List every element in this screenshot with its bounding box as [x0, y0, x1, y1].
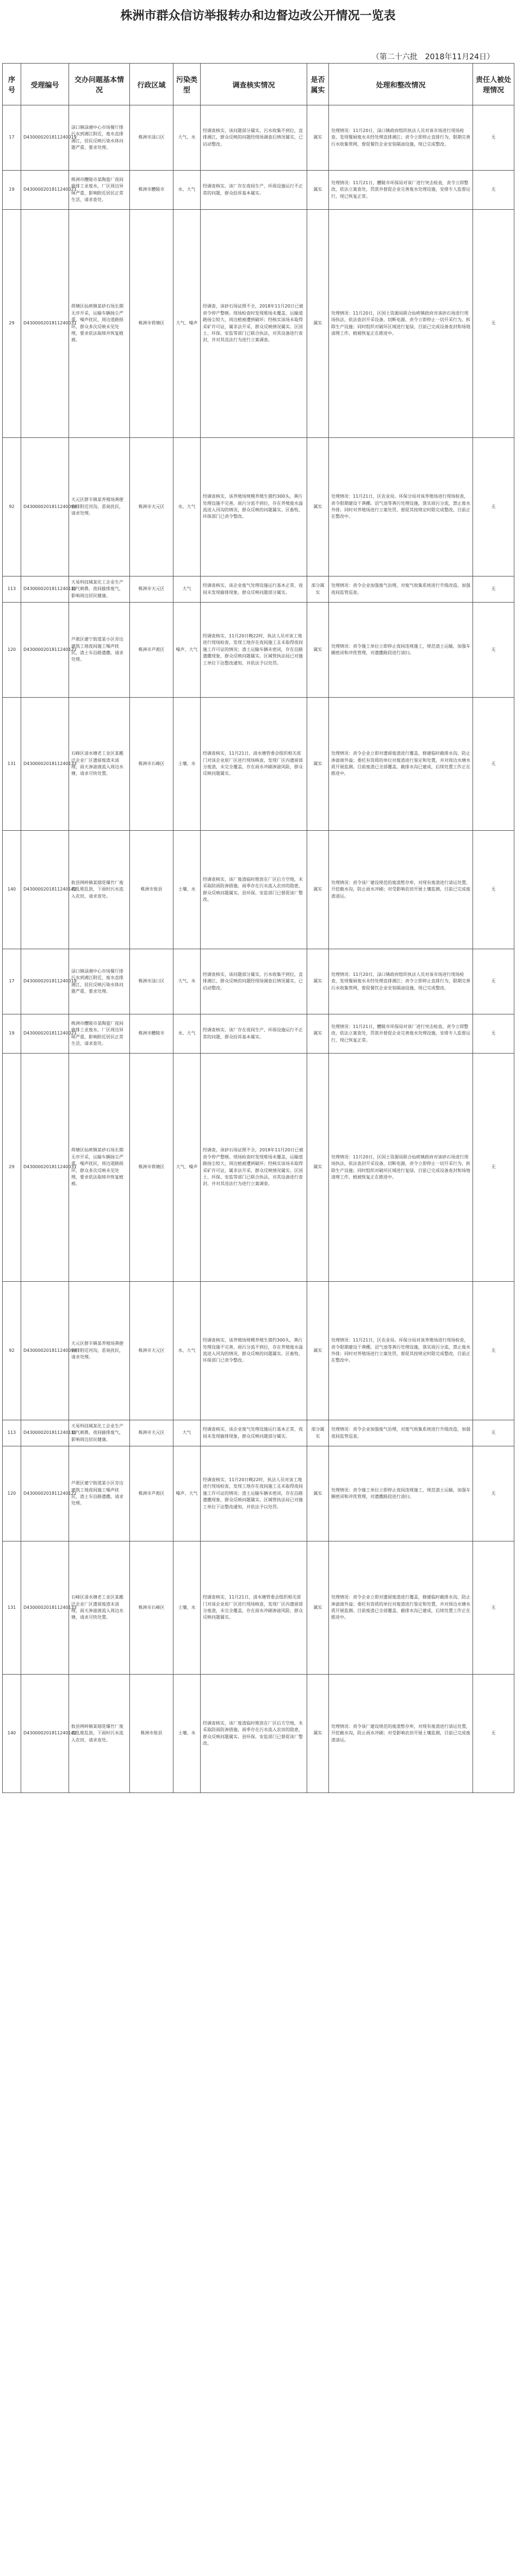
- header-punish: 责任人被处理情况: [473, 64, 514, 105]
- region-cell: 株洲市天元区: [130, 576, 173, 603]
- batch-info: （第二十六批 2018年11月24日）: [371, 53, 494, 61]
- issue-cell: 芦淞区建宁街道某小区旁边建筑工地夜间施工噪声扰民，渣土车沿路遗撒，请求处理。: [69, 1446, 130, 1541]
- action-cell: 处理情况：11月21日，醴陵市环保局对该厂进行突击检查，责令立即整改，依法立案查处，罚款并督促企业完善废水处理设施，安排专人监督运行，现已恢复正常。: [329, 171, 473, 210]
- issue-cell: 天元区群丰镇某养殖场粪便直排附近河沟，恶臭扰民，请求处理。: [69, 438, 130, 576]
- punish-cell: 无: [473, 1541, 514, 1675]
- region-cell: 株洲市石峰区: [130, 1541, 173, 1675]
- action-cell: 处理情况：责令企业立即对遗留废渣进行覆盖，修建临时截排水沟，防止渗滤液外溢；委托有资质的单位对废渣进行鉴定和处置，并对周边水塘水质开展监测。目前废渣已全部覆盖，截排水沟已建成，后续处置工作正在推进中。: [329, 698, 473, 831]
- issue-cell: 石峰区清水塘老工业区某搬迁企业厂区遗留废渣未清理，雨天渗滤液流入周边水塘，请求尽快处置。: [69, 1541, 130, 1675]
- truth-cell: 部分属实: [307, 576, 329, 603]
- table-row: [3, 1675, 514, 1793]
- truth-cell: 属实: [307, 698, 329, 831]
- issue-cell: 攸县网岭镇某烟花爆竹厂废渣乱堆乱放，下雨时污水流入农田，请求查处。: [69, 831, 130, 949]
- seq-cell: 92: [3, 438, 21, 576]
- issue-cell: 荷塘区仙庾镇某砂石场长期无序开采，运输车辆扬尘严重，噪声扰民，周边道路损坏，群众多次反映未见处理，要求依法取缔并恢复植被。: [69, 1054, 130, 1282]
- ptype-cell: 噪声、大气: [173, 1446, 201, 1541]
- table-body: [3, 105, 514, 1793]
- table-row: [3, 438, 514, 576]
- seq-cell: 131: [3, 1541, 21, 1675]
- finding-cell: 经调查核实，该厂存在夜间生产、环保设施运行不正常的问题，群众投诉基本属实。: [201, 1014, 307, 1054]
- seq-cell: 113: [3, 576, 21, 603]
- table-row: [3, 1420, 514, 1446]
- issue-cell: 天易科技城某化工企业生产废气刺鼻，夜间偷排废气，影响周边居民健康。: [69, 1420, 130, 1446]
- region-cell: 株洲市攸县: [130, 1675, 173, 1793]
- truth-cell: 属实: [307, 831, 329, 949]
- id-cell: D430000201811240142: [21, 831, 69, 949]
- id-cell: D430000201811240094: [21, 1282, 69, 1420]
- id-cell: D430000201811240115: [21, 576, 69, 603]
- finding-cell: 经调查核实，该厂废渣临时堆放在厂区后方空地，未采取防雨防渗措施，雨季存在污水流入农田的隐患，群众反映问题属实。县环保、安监部门已督促该厂整改。: [201, 1675, 307, 1793]
- table-row: [3, 105, 514, 171]
- finding-cell: 经调查，该砂石场证照不全，2018年11月20日已被责令停产整顿。现场检查时发现堆场未覆盖，运输道路扬尘较大，周边植被遭到破坏；经核实该场未取得采矿许可证，属非法开采，群众反映情况属实。区国土、环保、安监等部门已联合执法，对其设备进行查封，并对其违法行为进行立案调查。: [201, 210, 307, 438]
- ptype-cell: 噪声、大气: [173, 603, 201, 698]
- ptype-cell: 土壤、水: [173, 1675, 201, 1793]
- issue-cell: 株洲市醴陵市某陶瓷厂夜间偷排工业废水，厂区周边异味严重，影响附近居民正常生活，请求查处。: [69, 171, 130, 210]
- finding-cell: 经调查核实，该企业废气处理设施运行基本正常，夜间未发现偷排现象，群众反映问题部分属实。: [201, 576, 307, 603]
- finding-cell: 经调查核实，该问题部分属实，污水收集不到位，直排湘江，群众反映的问题经现场调查后情况属实，已启动整改。: [201, 105, 307, 171]
- ptype-cell: 大气: [173, 576, 201, 603]
- page-title: 株洲市群众信访举报转办和边督边改公开情况一览表: [120, 9, 396, 23]
- table-row: [3, 698, 514, 831]
- finding-cell: 经调查核实，11月20日晚22时，执法人员对该工地进行现场检查，发现工地存在夜间施工且未取得夜间施工许可证的情况；渣土运输车辆未密闭，存在沿路遗撒现象，群众反映问题属实。区城管执法局已对施工单位下达整改通知，并依法予以处罚。: [201, 1446, 307, 1541]
- region-cell: 株洲市天元区: [130, 438, 173, 576]
- region-cell: 株洲市芦淞区: [130, 603, 173, 698]
- action-cell: 处理情况：责令企业加强废气治理，对废气收集系统进行升级改造，加强夜间监管巡查。: [329, 1420, 473, 1446]
- issue-cell: 天易科技城某化工企业生产废气刺鼻，夜间偷排废气，影响周边居民健康。: [69, 576, 130, 603]
- finding-cell: 经调查核实，该厂存在夜间生产、环保设施运行不正常的问题，群众投诉基本属实。: [201, 171, 307, 210]
- ptype-cell: 土壤、水: [173, 831, 201, 949]
- table-row: [3, 1282, 514, 1420]
- action-cell: 处理情况：11月20日，区国土资源局联合仙庾镇政府对该砂石场进行现场执法，依法查封开采设备，切断电源，责令立即停止一切开采行为，拆除生产设施；同时组织对破坏区域进行复绿，目前已完成设备查封和场地清理工作，植被恢复正在推进中。: [329, 1054, 473, 1282]
- region-cell: 株洲市天元区: [130, 1282, 173, 1420]
- ptype-cell: 土壤、水: [173, 698, 201, 831]
- action-cell: 处理情况：责令施工单位立即停止夜间违规施工，规范渣土运输，加强车辆密闭和冲洗管理，对遗撒路段进行清扫。: [329, 603, 473, 698]
- truth-cell: 属实: [307, 171, 329, 210]
- seq-cell: 17: [3, 949, 21, 1014]
- header-row: [3, 64, 514, 105]
- id-cell: D430000201811240031: [21, 1054, 69, 1282]
- punish-cell: 无: [473, 171, 514, 210]
- issue-cell: 石峰区清水塘老工业区某搬迁企业厂区遗留废渣未清理，雨天渗滤液流入周边水塘，请求尽快处置。: [69, 698, 130, 831]
- finding-cell: 经调查核实，该企业废气处理设施运行基本正常，夜间未发现偷排现象，群众反映问题部分属实。: [201, 1420, 307, 1446]
- ptype-cell: 土壤、水: [173, 1541, 201, 1675]
- table-row: [3, 1054, 514, 1282]
- region-cell: 株洲市天元区: [130, 1420, 173, 1446]
- punish-cell: 无: [473, 1014, 514, 1054]
- ptype-cell: 水、大气: [173, 438, 201, 576]
- punish-cell: 无: [473, 698, 514, 831]
- issue-cell: 攸县网岭镇某烟花爆竹厂废渣乱堆乱放，下雨时污水流入农田，请求查处。: [69, 1675, 130, 1793]
- punish-cell: 无: [473, 576, 514, 603]
- truth-cell: 部分属实: [307, 1420, 329, 1446]
- action-cell: 处理情况：责令该厂建设规范的废渣暂存库，对现有废渣进行清运处置，开挖截水沟，防止雨水冲刷；对受影响农田开展土壤监测，目前已完成废渣清运。: [329, 1675, 473, 1793]
- ptype-cell: 水、大气: [173, 171, 201, 210]
- seq-cell: 113: [3, 1420, 21, 1446]
- action-cell: 处理情况：11月20日，渌口镇政府组织执法人员对该市场进行现场检查，发现餐厨废水未经处理直排湘江；责令立即停止直排行为，限期完善污水收集管网，督促餐饮企业安装隔油设施，现已完成整改。: [329, 105, 473, 171]
- header-issue: 交办问题基本情况: [69, 64, 130, 105]
- header-action: 处理和整改情况: [329, 64, 473, 105]
- id-cell: D430000201811240021: [21, 1014, 69, 1054]
- punish-cell: 无: [473, 438, 514, 576]
- seq-cell: 120: [3, 1446, 21, 1541]
- ptype-cell: 大气、噪声: [173, 1054, 201, 1282]
- table-row: [3, 603, 514, 698]
- finding-cell: 经调查核实，该养殖场规模养殖生猪约300头，粪污处理设施不完善，雨污分流不到位，存在养殖废水溢流进入河沟的情况，群众反映的问题属实。区畜牧、环保部门已责令整改。: [201, 1282, 307, 1420]
- issue-cell: 荷塘区仙庾镇某砂石场长期无序开采，运输车辆扬尘严重，噪声扰民，周边道路损坏，群众多次反映未见处理，要求依法取缔并恢复植被。: [69, 210, 130, 438]
- punish-cell: 无: [473, 831, 514, 949]
- seq-cell: 120: [3, 603, 21, 698]
- finding-cell: 经调查核实，该问题部分属实，污水收集不到位，直排湘江，群众反映的问题经现场调查后情况属实，已启动整改。: [201, 949, 307, 1014]
- issue-cell: 株洲市醴陵市某陶瓷厂夜间偷排工业废水，厂区周边异味严重，影响附近居民正常生活，请求查处。: [69, 1014, 130, 1054]
- region-cell: 株洲市荷塘区: [130, 210, 173, 438]
- table-row: [3, 949, 514, 1014]
- issue-cell: 渌口镇渌湘中心市场餐厅排污水到湘江附近，废水直排湘江，居民反映污染水体问题严重，要求处理。: [69, 949, 130, 1014]
- seq-cell: 19: [3, 171, 21, 210]
- id-cell: D430000201811240019: [21, 949, 69, 1014]
- header-truth: 是否属实: [307, 64, 329, 105]
- action-cell: 处理情况：11月20日，渌口镇政府组织执法人员对该市场进行现场检查，发现餐厨废水未经处理直排湘江；责令立即停止直排行为，限期完善污水收集管网，督促餐饮企业安装隔油设施，现已完成整改。: [329, 949, 473, 1014]
- table-row: [3, 1014, 514, 1054]
- finding-cell: 经调查，该砂石场证照不全，2018年11月20日已被责令停产整顿。现场检查时发现堆场未覆盖，运输道路扬尘较大，周边植被遭到破坏；经核实该场未取得采矿许可证，属非法开采，群众反映情况属实。区国土、环保、安监等部门已联合执法，对其设备进行查封，并对其违法行为进行立案调查。: [201, 1054, 307, 1282]
- table-row: [3, 1446, 514, 1541]
- region-cell: 株洲市渌口区: [130, 949, 173, 1014]
- seq-cell: 140: [3, 1675, 21, 1793]
- action-cell: 处理情况：11月21日，区农业局、环保分局对该养殖场进行现场检查，责令限期建设干粪棚、沼气池等粪污处理设施，落实雨污分流，禁止废水外排；同时对养殖场进行立案处罚，督促其按规定时限完成整改，目前正在整改中。: [329, 1282, 473, 1420]
- table-row: [3, 171, 514, 210]
- action-cell: 处理情况：责令企业立即对遗留废渣进行覆盖，修建临时截排水沟，防止渗滤液外溢；委托有资质的单位对废渣进行鉴定和处置，并对周边水塘水质开展监测。目前废渣已全部覆盖，截排水沟已建成，后续处置工作正在推进中。: [329, 1541, 473, 1675]
- truth-cell: 属实: [307, 105, 329, 171]
- finding-cell: 经调查核实，11月21日，清水塘管委会组织相关部门对该企业原厂区进行现场核查，发现厂区内遗留部分废渣，未完全覆盖，存在雨水冲刷渗滤风险，群众反映问题属实。: [201, 698, 307, 831]
- action-cell: 处理情况：责令该厂建设规范的废渣暂存库，对现有废渣进行清运处置，开挖截水沟，防止雨水冲刷；对受影响农田开展土壤监测，目前已完成废渣清运。: [329, 831, 473, 949]
- region-cell: 株洲市芦淞区: [130, 1446, 173, 1541]
- seq-cell: 17: [3, 105, 21, 171]
- id-cell: D430000201811240021: [21, 171, 69, 210]
- id-cell: D430000201811240133: [21, 698, 69, 831]
- region-cell: 株洲市醴陵市: [130, 1014, 173, 1054]
- region-cell: 株洲市荷塘区: [130, 1054, 173, 1282]
- punish-cell: 无: [473, 1282, 514, 1420]
- region-cell: 株洲市攸县: [130, 831, 173, 949]
- finding-cell: 经调查核实，该养殖场规模养殖生猪约300头，粪污处理设施不完善，雨污分流不到位，存在养殖废水溢流进入河沟的情况，群众反映的问题属实。区畜牧、环保部门已责令整改。: [201, 438, 307, 576]
- action-cell: 处理情况：11月20日，区国土资源局联合仙庾镇政府对该砂石场进行现场执法，依法查封开采设备，切断电源，责令立即停止一切开采行为，拆除生产设施；同时组织对破坏区域进行复绿，目前已完成设备查封和场地清理工作，植被恢复正在推进中。: [329, 210, 473, 438]
- punish-cell: 无: [473, 105, 514, 171]
- seq-cell: 140: [3, 831, 21, 949]
- region-cell: 株洲市醴陵市: [130, 171, 173, 210]
- punish-cell: 无: [473, 1420, 514, 1446]
- truth-cell: 属实: [307, 1675, 329, 1793]
- ptype-cell: 水、大气: [173, 1014, 201, 1054]
- punish-cell: 无: [473, 1446, 514, 1541]
- id-cell: D430000201811240094: [21, 438, 69, 576]
- action-cell: 处理情况：11月21日，醴陵市环保局对该厂进行突击检查，责令立即整改，依法立案查处，罚款并督促企业完善废水处理设施，安排专人监督运行，现已恢复正常。: [329, 1014, 473, 1054]
- id-cell: D430000201811240031: [21, 210, 69, 438]
- issue-cell: 渌口镇渌湘中心市场餐厅排污水到湘江附近，废水直排湘江，居民反映污染水体问题严重，要求处理。: [69, 105, 130, 171]
- finding-cell: 经调查核实，11月20日晚22时，执法人员对该工地进行现场检查，发现工地存在夜间施工且未取得夜间施工许可证的情况；渣土运输车辆未密闭，存在沿路遗撒现象，群众反映问题属实。区城管执法局已对施工单位下达整改通知，并依法予以处罚。: [201, 603, 307, 698]
- truth-cell: 属实: [307, 438, 329, 576]
- id-cell: D430000201811240019: [21, 105, 69, 171]
- action-cell: 处理情况：责令施工单位立即停止夜间违规施工，规范渣土运输，加强车辆密闭和冲洗管理，对遗撒路段进行清扫。: [329, 1446, 473, 1541]
- ptype-cell: 大气: [173, 1420, 201, 1446]
- action-cell: 处理情况：11月21日，区农业局、环保分局对该养殖场进行现场检查，责令限期建设干粪棚、沼气池等粪污处理设施，落实雨污分流，禁止废水外排；同时对养殖场进行立案处罚，督促其按规定时限完成整改，目前正在整改中。: [329, 438, 473, 576]
- finding-cell: 经调查核实，11月21日，清水塘管委会组织相关部门对该企业原厂区进行现场核查，发现厂区内遗留部分废渣，未完全覆盖，存在雨水冲刷渗滤风险，群众反映问题属实。: [201, 1541, 307, 1675]
- id-cell: D430000201811240115: [21, 1420, 69, 1446]
- seq-cell: 29: [3, 210, 21, 438]
- finding-cell: 经调查核实，该厂废渣临时堆放在厂区后方空地，未采取防雨防渗措施，雨季存在污水流入农田的隐患，群众反映问题属实。县环保、安监部门已督促该厂整改。: [201, 831, 307, 949]
- header-finding: 调查核实情况: [201, 64, 307, 105]
- truth-cell: 属实: [307, 1446, 329, 1541]
- truth-cell: 属实: [307, 603, 329, 698]
- region-cell: 株洲市渌口区: [130, 105, 173, 171]
- ptype-cell: 大气、噪声: [173, 210, 201, 438]
- seq-cell: 131: [3, 698, 21, 831]
- punish-cell: 无: [473, 210, 514, 438]
- region-cell: 株洲市石峰区: [130, 698, 173, 831]
- punish-cell: 无: [473, 1054, 514, 1282]
- table-row: [3, 1541, 514, 1675]
- issue-cell: 天元区群丰镇某养殖场粪便直排附近河沟，恶臭扰民，请求处理。: [69, 1282, 130, 1420]
- ptype-cell: 大气、水: [173, 105, 201, 171]
- complaints-table: [2, 63, 514, 1793]
- ptype-cell: 大气、水: [173, 949, 201, 1014]
- header-id: 受理编号: [21, 64, 69, 105]
- truth-cell: 属实: [307, 1054, 329, 1282]
- ptype-cell: 水、大气: [173, 1282, 201, 1420]
- truth-cell: 属实: [307, 1282, 329, 1420]
- truth-cell: 属实: [307, 210, 329, 438]
- table-row: [3, 210, 514, 438]
- seq-cell: 92: [3, 1282, 21, 1420]
- id-cell: D430000201811240122: [21, 603, 69, 698]
- truth-cell: 属实: [307, 1541, 329, 1675]
- id-cell: D430000201811240142: [21, 1675, 69, 1793]
- id-cell: D430000201811240122: [21, 1446, 69, 1541]
- table-row: [3, 831, 514, 949]
- truth-cell: 属实: [307, 1014, 329, 1054]
- header-region: 行政区域: [130, 64, 173, 105]
- issue-cell: 芦淞区建宁街道某小区旁边建筑工地夜间施工噪声扰民，渣土车沿路遗撒，请求处理。: [69, 603, 130, 698]
- table-row: [3, 576, 514, 603]
- seq-cell: 19: [3, 1014, 21, 1054]
- punish-cell: 无: [473, 949, 514, 1014]
- id-cell: D430000201811240133: [21, 1541, 69, 1675]
- punish-cell: 无: [473, 603, 514, 698]
- header-seq: 序号: [3, 64, 21, 105]
- action-cell: 处理情况：责令企业加强废气治理，对废气收集系统进行升级改造，加强夜间监管巡查。: [329, 576, 473, 603]
- punish-cell: 无: [473, 1675, 514, 1793]
- seq-cell: 29: [3, 1054, 21, 1282]
- header-ptype: 污染类型: [173, 64, 201, 105]
- truth-cell: 属实: [307, 949, 329, 1014]
